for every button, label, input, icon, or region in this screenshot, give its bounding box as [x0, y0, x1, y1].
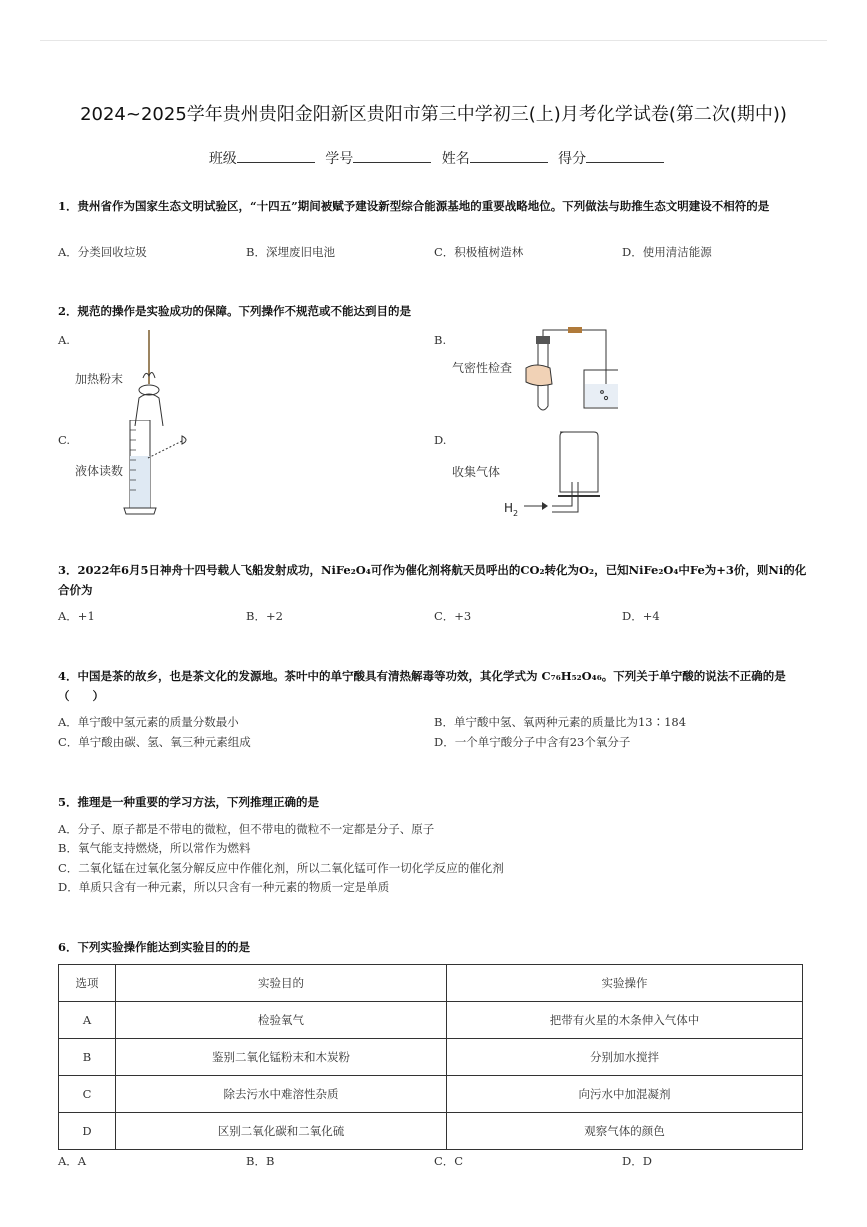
q5-option-b[interactable]: B．氧气能支持燃烧，所以常作为燃料 [58, 841, 251, 855]
table-cell: 区别二氧化碳和二氧化硫 [116, 1113, 447, 1150]
q5-option-c[interactable]: C．二氧化锰在过氧化氢分解反应中作催化剂，所以二氧化锰可作一切化学反应的催化剂 [58, 861, 504, 875]
q3-option-b[interactable]: B．+2 [246, 609, 283, 623]
q1-stem: 1．贵州省作为国家生态文明试验区，“十四五”期间被赋予建设新型综合能源基地的重要战略地位。下列做法与助推生态文明建设不相符的是 [58, 199, 770, 213]
rubber-stopper [536, 336, 550, 344]
table-cell: 观察气体的颜色 [447, 1113, 803, 1150]
name-field[interactable] [470, 148, 548, 163]
q2-stem: 2．规范的操作是实验成功的保障。下列操作不规范或不能达到目的是 [58, 304, 411, 318]
table-cell: C [59, 1076, 116, 1113]
q6-option-d[interactable]: D．D [622, 1154, 652, 1168]
q6-stem: 6．下列实验操作能达到实验目的的是 [58, 940, 250, 954]
table-cell: D [59, 1113, 116, 1150]
figure-cylinder-reading [118, 420, 198, 518]
q1-option-c[interactable]: C．积极植树造林 [434, 245, 524, 259]
figure-gas-collection [498, 426, 608, 522]
table-row [59, 1113, 803, 1150]
table-cell: B [59, 1039, 116, 1076]
q2-letter-d[interactable]: D. [434, 433, 447, 447]
table-row [59, 1002, 803, 1039]
figure-heating-powder [125, 326, 180, 426]
student-info-line [0, 148, 867, 168]
table-cell: 除去污水中难溶性杂质 [116, 1076, 447, 1113]
q1-option-b[interactable]: B．深埋废旧电池 [246, 245, 335, 259]
id-field[interactable] [353, 148, 431, 163]
gas-collecting-bottle [560, 432, 598, 492]
gas-subscript: 2 [513, 509, 519, 518]
label-liquid-reading: 液体读数 [75, 464, 124, 478]
table-cell: 检验氧气 [116, 1002, 447, 1039]
label-heat-powder: 加热粉末 [75, 372, 124, 386]
q6-option-c[interactable]: C．C [434, 1154, 464, 1168]
score-label: 得分 [558, 151, 587, 167]
sight-line [148, 440, 184, 458]
table-header-cell: 实验操作 [447, 965, 803, 1002]
q2-letter-a[interactable]: A. [58, 333, 70, 347]
label-collect-gas: 收集气体 [452, 465, 501, 479]
table-header-row [59, 965, 803, 1002]
hand-icon [526, 365, 552, 386]
class-field[interactable] [237, 148, 315, 163]
score-field[interactable] [586, 148, 664, 163]
cylinder-liquid [130, 456, 150, 508]
q5-stem: 5．推理是一种重要的学习方法，下列推理正确的是 [58, 795, 319, 809]
q1-option-a[interactable]: A．分类回收垃圾 [58, 245, 147, 259]
q4-option-c[interactable]: C．单宁酸由碳、氢、氧三种元素组成 [58, 735, 251, 749]
table-cell: 分别加水搅拌 [447, 1039, 803, 1076]
table-cell: 鉴别二氧化锰粉末和木炭粉 [116, 1039, 447, 1076]
table-row [59, 1039, 803, 1076]
table-header-cell: 选项 [59, 965, 116, 1002]
figure-airtight-check [518, 326, 618, 414]
q3-stem: 3．2022年6月5日神舟十四号载人飞船发射成功，NiFe₂O₄可作为催化剂将航天员呼出的CO₂转化为O₂，已知NiFe₂O₄中Fe为+3价，则Ni的化合价为 [58, 563, 807, 597]
beaker-water [585, 384, 618, 407]
class-label: 班级 [208, 151, 237, 167]
gas-formula [504, 501, 518, 518]
arrow-head-icon [542, 502, 548, 510]
table-cell: A [59, 1002, 116, 1039]
q6-table [58, 964, 803, 1150]
gas-symbol: H [504, 501, 514, 515]
table-cell: 向污水中加混凝剂 [447, 1076, 803, 1113]
q3-option-c[interactable]: C．+3 [434, 609, 472, 623]
cylinder-base [124, 508, 156, 514]
page-title: 2024~2025学年贵州贵阳金阳新区贵阳市第三中学初三(上)月考化学试卷(第二次(期中)) [80, 104, 787, 125]
name-label: 姓名 [441, 151, 470, 167]
table-row [59, 1076, 803, 1113]
q4-stem: 4．中国是茶的故乡，也是茶文化的发源地。茶叶中的单宁酸具有清热解毒等功效，其化学式为 C₇₆H₅₂O₄₆。下列关于单宁酸的说法不正确的是（ ） [58, 669, 786, 703]
q4-option-d[interactable]: D．一个单宁酸分子中含有23个氧分子 [434, 735, 631, 749]
table-cell: 把带有火星的木条伸入气体中 [447, 1002, 803, 1039]
q1-option-d[interactable]: D．使用清洁能源 [622, 245, 712, 259]
q4-option-a[interactable]: A．单宁酸中氢元素的质量分数最小 [58, 715, 239, 729]
q2-letter-c[interactable]: C. [58, 433, 71, 447]
q2-letter-b[interactable]: B. [434, 333, 447, 347]
q3-option-d[interactable]: D．+4 [622, 609, 660, 623]
id-label: 学号 [325, 151, 354, 167]
q5-option-a[interactable]: A．分子、原子都是不带电的微粒，但不带电的微粒不一定都是分子、原子 [58, 822, 435, 836]
q6-option-b[interactable]: B．B [246, 1154, 275, 1168]
q6-option-a[interactable]: A．A [58, 1154, 87, 1168]
q4-option-b[interactable]: B．单宁酸中氢、氧两种元素的质量比为13∶184 [434, 715, 687, 729]
top-divider [40, 40, 827, 41]
q3-option-a[interactable]: A．+1 [58, 609, 95, 623]
q5-option-d[interactable]: D．单质只含有一种元素，所以只含有一种元素的物质一定是单质 [58, 880, 390, 894]
label-airtight-check: 气密性检查 [452, 361, 513, 375]
table-header-cell: 实验目的 [116, 965, 447, 1002]
rubber-tube-connector [568, 327, 582, 333]
